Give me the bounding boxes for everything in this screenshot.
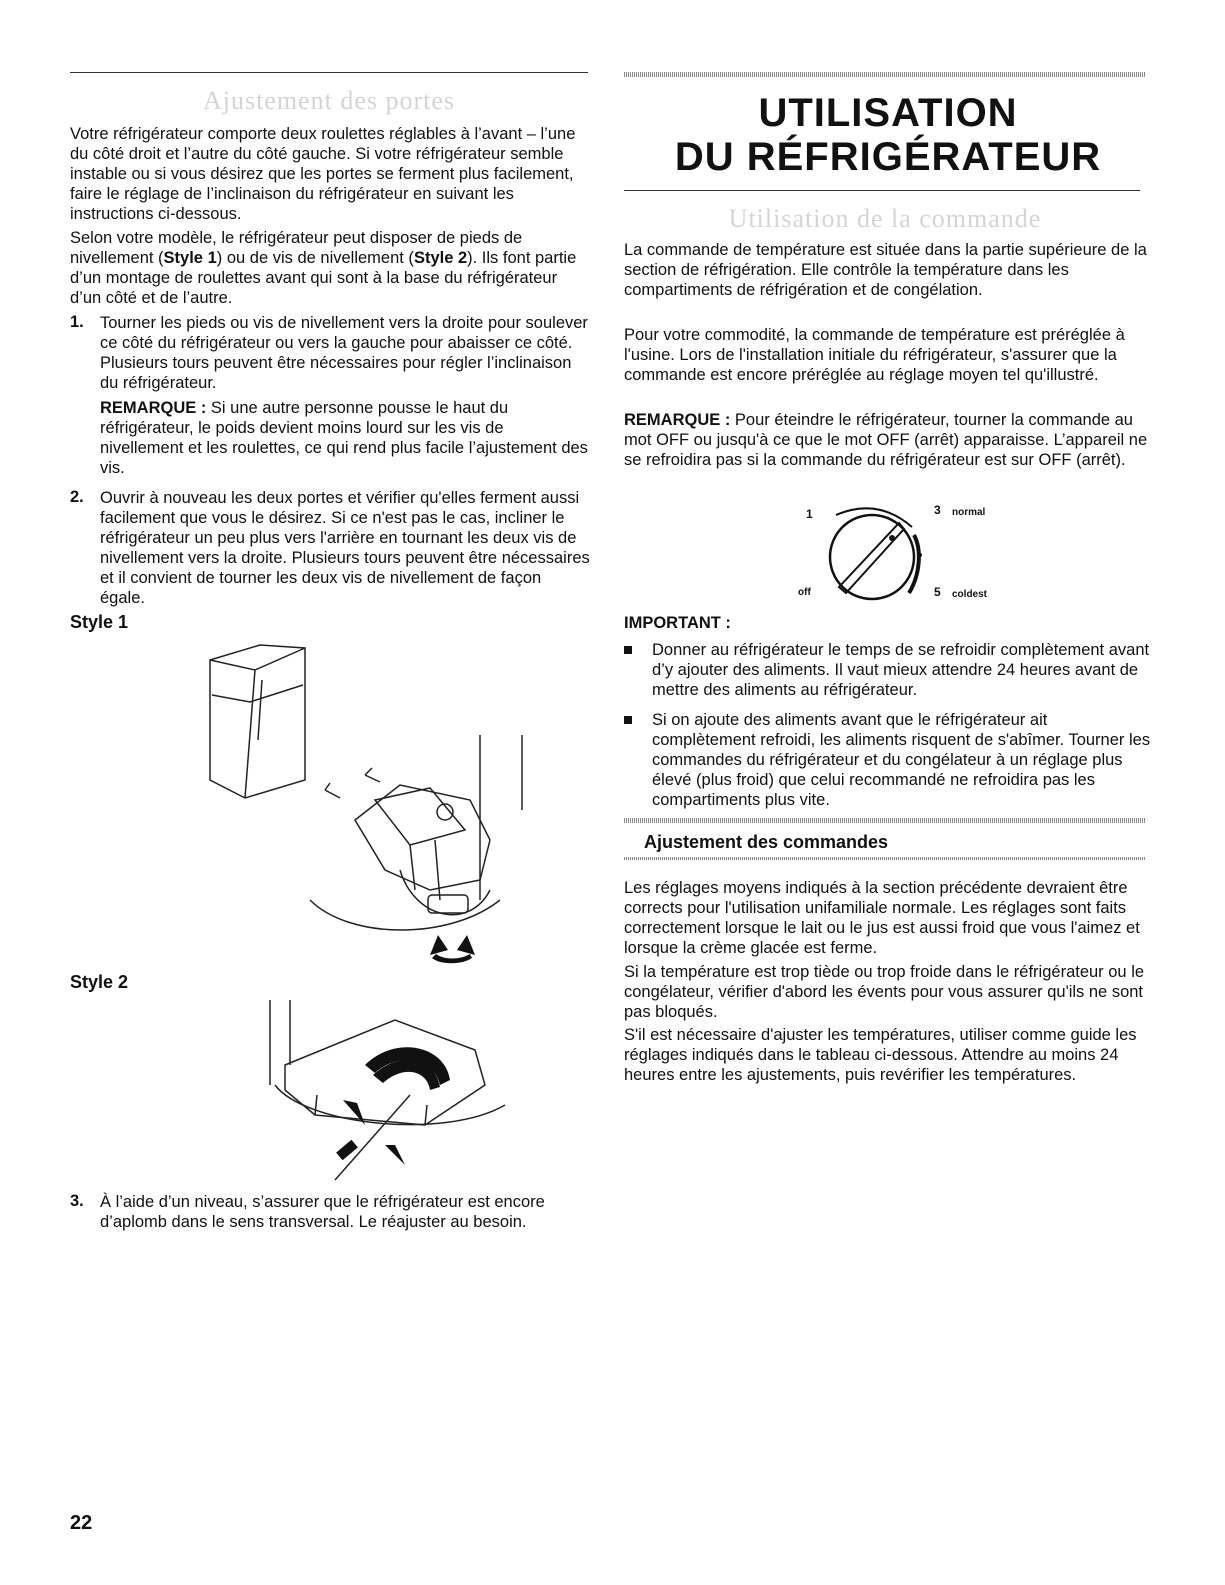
section-heading: Ajustement des portes <box>202 86 456 115</box>
style-paragraph: Selon votre modèle, le réfrigérateur peut disposer de pieds de nivellement (Style 1) ou de vis de nivellement (Style 2). Ils font partie d’un montage de roulettes avant qui sont à la base du réfrigérateur d’un côté et de l’autre. <box>70 229 577 307</box>
adjust-paragraph-1: Les réglages moyens indiqués à la section précédente devraient être corrects pour l'utilisation unifamiliale normale. Les réglages sont faits correctement lorsque le lait ou le jus est aussi froid que vous l'aimez et lorsque la crème glacée est ferme. <box>624 879 1140 957</box>
control-note: REMARQUE : Pour éteindre le réfrigérateur, tourner la commande au mot OFF ou jusqu'à ce que le mot OFF (arrêt) apparaisse. L’appareil ne se refroidira pas si la commande du réfrigérateur est sur OFF (arrêt). <box>624 411 1148 469</box>
step-number: 1. <box>70 313 84 331</box>
bullet-square <box>624 716 632 724</box>
hatched-rule <box>624 857 1146 860</box>
dial-label-off: off <box>798 587 811 598</box>
dial-label-5: 5 <box>934 585 941 599</box>
style-2-label: Style 2 <box>70 972 129 992</box>
hatched-rule <box>624 72 1146 77</box>
adjust-paragraph-2: Si la température est trop tiède ou trop froide dans le réfrigérateur ou le congélateur, vérifier d'abord les évents pour vous assurer qu'ils ne sont pas bloqués. <box>624 963 1145 1021</box>
hatched-rule <box>624 818 1146 823</box>
subheading: Ajustement des commandes <box>644 832 889 852</box>
leveling-screw-illustration <box>245 995 515 1185</box>
dial-label-3: 3 <box>934 503 941 517</box>
step-number: 3. <box>70 1192 84 1210</box>
control-paragraph-1: La commande de température est située dans la partie supérieure de la section de réfrigération. Elle contrôle la température dans les compartiments de réfrigération et de congélation. <box>624 241 1147 299</box>
dial-label-normal: normal <box>952 507 986 518</box>
section-heading: Utilisation de la commande <box>728 204 1042 233</box>
step-number: 2. <box>70 488 84 506</box>
dial-graphic <box>814 505 924 605</box>
important-label: IMPORTANT : <box>624 614 731 632</box>
control-paragraph-2: Pour votre commodité, la commande de température est préréglée à l'usine. Lors de l'installation initiale du réfrigérateur, s'assurer que la commande est encore préréglée au réglage moyen tel qu'illustré. <box>624 326 1125 384</box>
page-title-line-1: UTILISATION <box>758 91 1018 135</box>
page-title-line-2: DU RÉFRIGÉRATEUR <box>674 135 1102 179</box>
dial-label-1: 1 <box>806 507 813 521</box>
style-1-label: Style 1 <box>70 612 129 632</box>
note-1: REMARQUE : Si une autre personne pousse le haut du réfrigérateur, le poids devient moins lourd sur les vis de nivellement et les roulettes, ce qui rend plus facile l’ajustement des vis. <box>100 399 588 477</box>
page-number: 22 <box>70 1512 93 1534</box>
list-item <box>624 710 1152 820</box>
step-2-text: Ouvrir à nouveau les deux portes et vérifier qu'elles ferment aussi facilement que vous le désirez. Si ce n'est pas le cas, incliner le réfrigérateur un peu plus vers l'arrière en tournant les deux vis de nivellement vers la droite. Plusieurs tours peuvent être nécessaires et il convient de tourner les deux vis de nivellement de façon égale. <box>100 489 590 607</box>
bullet-square <box>624 646 632 654</box>
bullet-text: Si on ajoute des aliments avant que le réfrigérateur ait complètement refroidi, les aliments risquent de s'abîmer. Tourner les commandes du réfrigérateur et du congélateur à un réglage plus élevé (plus froid) que celui recommandé ne refroidira pas les compartiments plus vite. <box>652 711 1151 809</box>
intro-paragraph: Votre réfrigérateur comporte deux roulettes réglables à l’avant – l’une du côté droit et l’autre du côté gauche. Si votre réfrigérateur semble instable ou si vous désirez que les portes se ferment plus facilement, faire le réglage de l’inclinaison du réfrigérateur en suivant les instructions ci-dessous. <box>70 125 576 223</box>
step-1-text: Tourner les pieds ou vis de nivellement vers la droite pour soulever ce côté du réfrigérateur ou vers la gauche pour abaisser ce côté. Plusieurs tours peuvent être nécessaires pour régler l’inclinaison du réfrigérateur. <box>100 314 588 392</box>
top-rule <box>70 72 588 73</box>
title-rule <box>624 190 1140 191</box>
temperature-dial <box>794 505 1014 605</box>
bullet-text: Donner au réfrigérateur le temps de se refroidir complètement avant d’y ajouter des aliments. Il vaut mieux attendre 24 heures avant de mettre des aliments au réfrigérateur. <box>652 641 1150 699</box>
leveling-leg-illustration <box>200 640 530 970</box>
list-item <box>624 640 1152 715</box>
step-3-text: À l’aide d’un niveau, s’assurer que le réfrigérateur est encore d’aplomb dans le sens transversal. Le réajuster au besoin. <box>100 1193 545 1231</box>
dial-label-coldest: coldest <box>952 589 988 600</box>
adjust-paragraph-3: S'il est nécessaire d'ajuster les températures, utiliser comme guide les réglages indiqués dans le tableau ci-dessous. Attendre au moins 24 heures entre les ajustements, puis revérifier les températures. <box>624 1026 1137 1084</box>
